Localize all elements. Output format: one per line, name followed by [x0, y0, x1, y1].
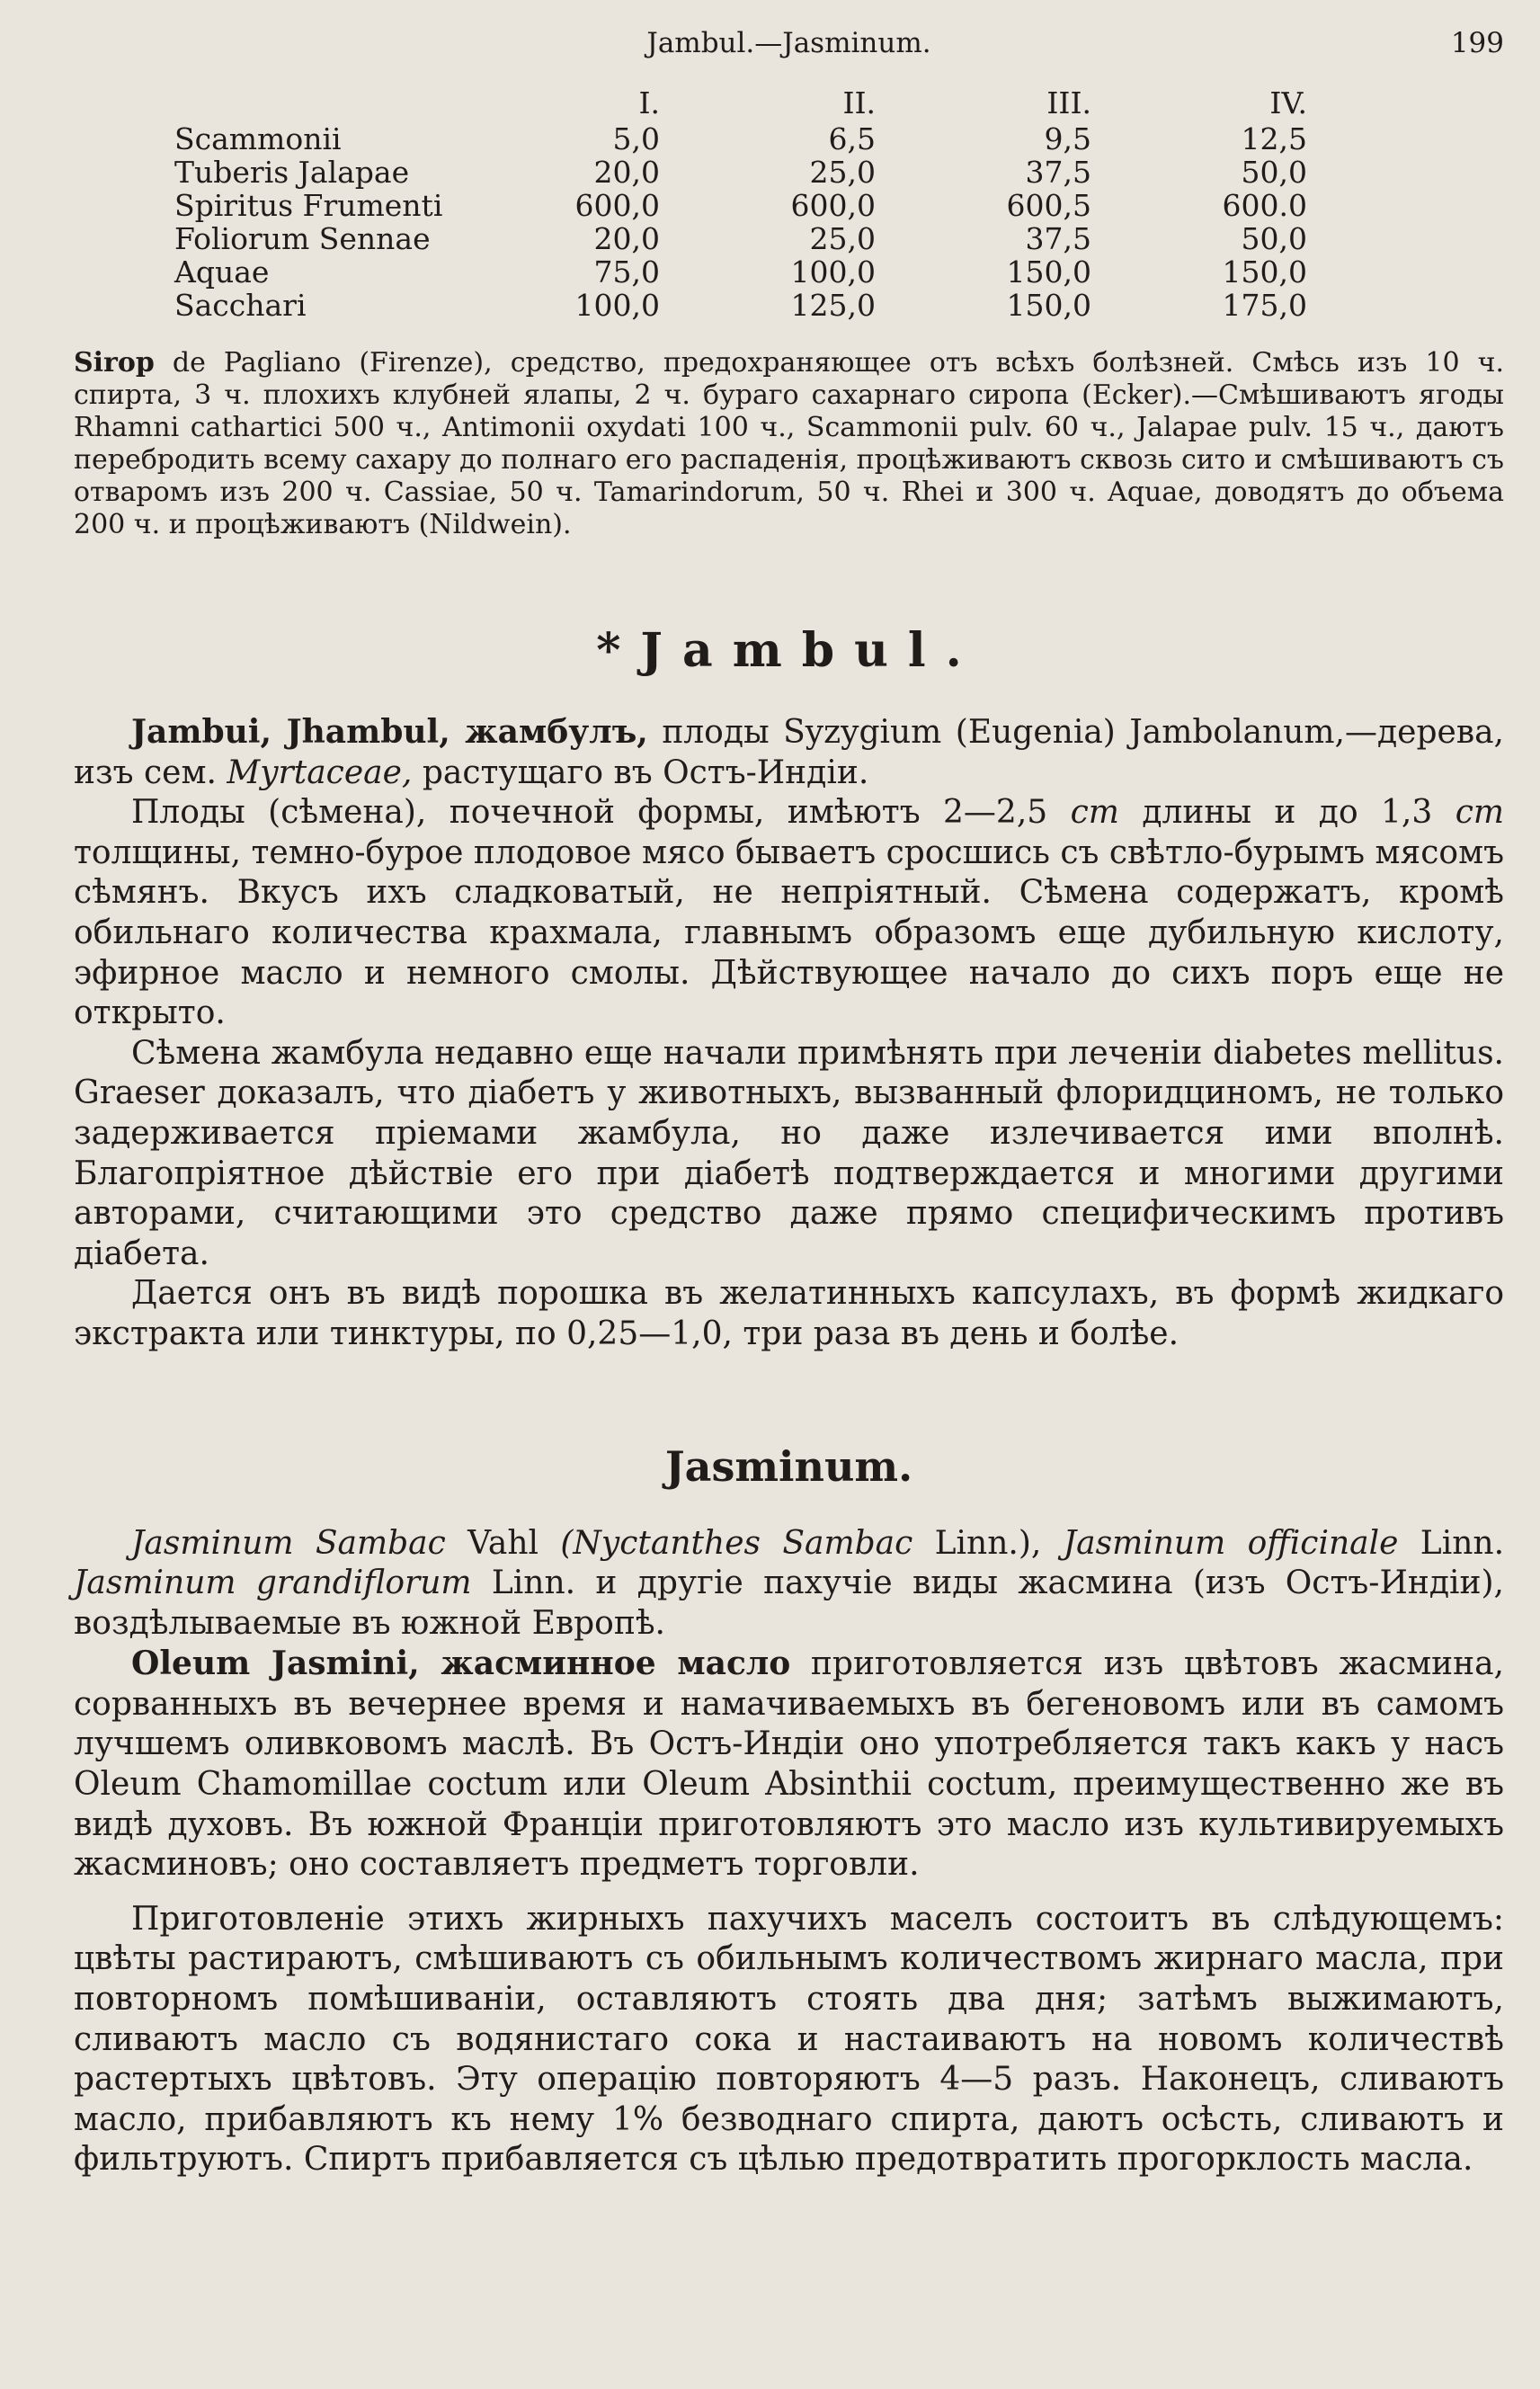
jambul-heading: *Jambul. — [596, 623, 982, 678]
value-cell: 150,0 — [1006, 288, 1091, 323]
ingredient-cell: Sacchari — [174, 288, 307, 323]
jambul-lead: Jambui, Jhambul, жамбулъ, — [131, 713, 648, 751]
value-cell: 600.0 — [1222, 188, 1307, 223]
table-row — [174, 189, 1307, 222]
value-cell: 25,0 — [809, 155, 876, 190]
value-cell: 20,0 — [593, 221, 660, 256]
ingredient-cell: Aquae — [174, 254, 270, 290]
page-number: 199 — [1450, 27, 1504, 59]
jasminum-paragraph-1 — [74, 1524, 1504, 1645]
jasminum-paragraph-3: Приготовленіе этихъ жирныхъ пахучихъ маселъ состоитъ въ слѣдующемъ: цвѣты растираютъ, смѣшиваютъ съ обильнымъ количествомъ жирнаго масла, при повторномъ помѣшиваніи, оставляютъ стоять два дня; затѣмъ выжимаютъ, сливаютъ масло съ водянистаго сока и настаиваютъ на новомъ количествѣ растертыхъ цвѣтовъ. Эту операцію повторяютъ 4—5 разъ. Наконецъ, сливаютъ масло, прибавляютъ къ нему 1% безводнаго спирта, даютъ осѣсть, сливаютъ и фильтруютъ. Спиртъ прибавляется съ цѣлью предотвратить прогорклость масла. — [74, 1900, 1504, 2179]
ingredient-column-header — [174, 83, 444, 122]
unit-cm: cm — [1455, 794, 1504, 832]
unit-cm: cm — [1070, 794, 1119, 832]
value-cell: 150,0 — [1006, 254, 1091, 290]
running-head — [74, 27, 1504, 77]
author-name: Vahl — [467, 1524, 539, 1562]
column-header-1: I. — [638, 85, 660, 120]
author-name: Linn. — [1420, 1524, 1505, 1562]
value-cell: 150,0 — [1222, 254, 1307, 290]
table-row — [174, 222, 1307, 255]
ingredient-cell: Foliorum Sennae — [174, 221, 431, 256]
column-header-4: IV. — [1269, 85, 1307, 120]
formula-table — [174, 83, 1307, 322]
column-header-2: II. — [842, 85, 876, 120]
value-cell: 175,0 — [1222, 288, 1307, 323]
formula-header-row — [174, 83, 1307, 122]
value-cell: 600,5 — [1006, 188, 1091, 223]
value-cell: 9,5 — [1044, 121, 1091, 156]
jambul-text: плоды Syzygium (Eugenia) Jambolanum,—дерева, изъ сем. — [74, 714, 1504, 791]
jambul-text: Плоды (сѣмена), почечной формы, имѣютъ 2—2,5 — [131, 794, 1048, 832]
jambul-article — [74, 712, 1504, 1355]
table-row — [174, 122, 1307, 156]
value-cell: 100,0 — [790, 254, 876, 290]
jasminum-paragraph-2 — [74, 1644, 1504, 1885]
jambul-paragraph-2 — [74, 793, 1504, 1034]
ingredient-cell: Scammonii — [174, 121, 342, 156]
value-cell: 12,5 — [1241, 121, 1307, 156]
sirop-text: de Pagliano (Firenze), средство, предохраняющее отъ всѣхъ болѣзней. Смѣсь изъ 10 ч. спирта, 3 ч. плохихъ клубней ялапы, 2 ч. бураго сахарнаго сиропа (Ecker).—Смѣшиваютъ ягоды Rhamni cathartici 500 ч., Antimonii oxydati 100 ч., Scammonii pulv. 60 ч., Jalapae pulv. 15 ч., даютъ перебродить всему сахару до полнаго его распаденія, процѣживаютъ сквозь сито и смѣшиваютъ съ отваромъ изъ 200 ч. Cassiae, 50 ч. Tamarindorum, 50 ч. Rhei и 300 ч. Aquae, доводятъ до объема 200 ч. и процѣживаютъ (Nildwein). — [74, 347, 1504, 540]
species-name: Jasminum Sambac — [131, 1524, 446, 1562]
species-name: (Nyctanthes Sambac — [560, 1524, 913, 1562]
jambul-text: толщины, темно-бурое плодовое мясо бываетъ сросшись съ свѣтло-бурымъ мясомъ сѣмянъ. Вкусъ ихъ сладковатый, не непріятный. Сѣмена содержатъ, кромѣ обильнаго количества крахмала, главнымъ образомъ еще дубильную кислоту, эфирное масло и немного смолы. Дѣйствующее начало до сихъ поръ еще не открыто. — [74, 833, 1504, 1032]
value-cell: 6,5 — [828, 121, 876, 156]
sirop-lead: Sirop — [74, 347, 155, 379]
value-cell: 37,5 — [1025, 155, 1091, 190]
value-cell: 600,0 — [790, 188, 876, 223]
value-cell: 5,0 — [612, 121, 660, 156]
value-cell: 37,5 — [1025, 221, 1091, 256]
family-name: Myrtaceae, — [227, 753, 413, 791]
jambul-paragraph-3: Сѣмена жамбула недавно еще начали примѣнять при леченіи diabetes mellitus. Graeser доказалъ, что діабетъ у животныхъ, вызванный флоридциномъ, не только задерживается пріемами жамбула, но даже излечивается ими вполнѣ. Благопріятное дѣйствіе его при діабетѣ подтверждается и многими другими авторами, считающими это средство даже прямо специфическимъ противъ діабета. — [74, 1034, 1504, 1272]
jambul-paragraph-1 — [74, 712, 1504, 793]
value-cell: 600,0 — [574, 188, 660, 223]
column-header-3: III. — [1046, 85, 1091, 120]
value-cell: 75,0 — [593, 254, 660, 290]
jambul-text: длины и до 1,3 — [1142, 794, 1433, 832]
jasminum-text: Linn. и другіе пахучіе виды жасмина (изъ Остъ-Индіи), воздѣлываемые въ южной Европѣ. — [74, 1564, 1505, 1642]
running-title: Jambul.—Jasminum. — [646, 27, 931, 59]
species-name: Jasminum officinale — [1063, 1524, 1399, 1562]
value-cell: 50,0 — [1241, 221, 1307, 256]
value-cell: 20,0 — [593, 155, 660, 190]
jambul-text: растущаго въ Остъ-Индіи. — [422, 753, 869, 791]
value-cell: 50,0 — [1241, 155, 1307, 190]
ingredient-cell: Tuberis Jalapae — [174, 155, 410, 190]
value-cell: 125,0 — [790, 288, 876, 323]
jambul-paragraph-4: Дается онъ въ видѣ порошка въ желатинныхъ капсулахъ, въ формѣ жидкаго экстракта или тинктуры, по 0,25—1,0, три раза въ день и болѣе. — [74, 1275, 1504, 1352]
value-cell: 100,0 — [574, 288, 660, 323]
oleum-lead: Oleum Jasmini, жасминное масло — [131, 1645, 791, 1683]
author-name: Linn.), — [934, 1524, 1042, 1562]
table-row — [174, 289, 1307, 322]
jasminum-text: приготовляется изъ цвѣтовъ жасмина, сорванныхъ въ вечернее время и намачиваемыхъ въ бегеновомъ или въ самомъ лучшемъ оливковомъ маслѣ. Въ Остъ-Индіи оно употребляется такъ какъ у насъ Oleum Chamomillae coctum или Oleum Absinthii coctum, преимущественно же въ видѣ духовъ. Въ южной Франціи приготовляютъ это масло изъ культивируемыхъ жасминовъ; оно составляетъ предметъ торговли. — [74, 1645, 1504, 1884]
table-row — [174, 255, 1307, 289]
table-row — [174, 156, 1307, 189]
species-name: Jasminum grandiflorum — [74, 1564, 472, 1602]
sirop-paragraph — [74, 347, 1504, 541]
ingredient-cell: Spiritus Frumenti — [174, 188, 443, 223]
jasminum-heading: Jasminum. — [664, 1441, 913, 1491]
value-cell: 25,0 — [809, 221, 876, 256]
jasminum-article — [74, 1524, 1504, 2181]
